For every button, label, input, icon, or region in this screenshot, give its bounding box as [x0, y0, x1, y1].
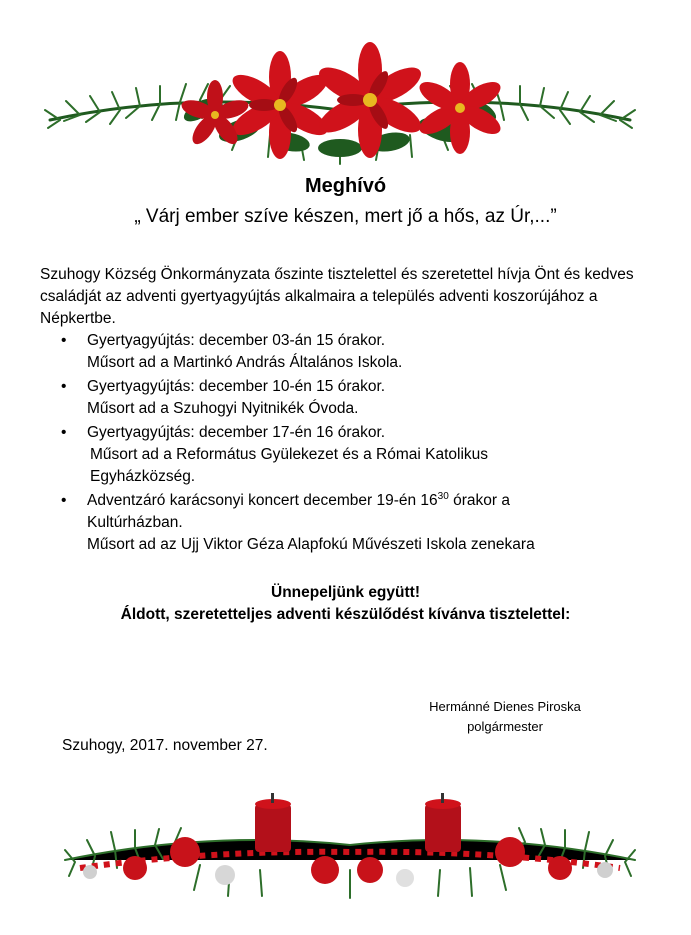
event-line: Egyházközség. [90, 468, 196, 485]
bullet-icon: • [61, 424, 67, 441]
event-text: órakor a [448, 492, 510, 509]
signer-name: Hermánné Dienes Piroska [429, 699, 581, 714]
event-line: Műsort ad az Ujj Viktor Géza Alapfokú Művészeti Iskola zenekara [87, 536, 535, 553]
event-text: Adventzáró karácsonyi koncert december 19-én 16 [87, 492, 438, 509]
quote-subtitle: „ Várj ember szíve készen, mert jő a hős, az Úr,...” [134, 206, 557, 227]
event-line [87, 490, 650, 512]
poinsettia-garland-icon [40, 20, 640, 170]
page-title: Meghívó [304, 175, 387, 197]
event-list [40, 330, 650, 558]
event-line: Műsort ad a Martinkó András Általános Iskola. [87, 354, 403, 371]
event-line: Gyertyagyújtás: december 10-én 15 órakor. [87, 378, 386, 395]
event-line: Gyertyagyújtás: december 03-án 15 órakor. [87, 332, 386, 349]
signer-title: polgármester [467, 719, 543, 734]
candle-garland-icon [60, 790, 640, 905]
closing-block [0, 582, 691, 626]
bullet-icon: • [61, 378, 67, 395]
bullet-icon: • [61, 332, 67, 349]
event-item-2 [40, 376, 650, 420]
event-line: Kultúrházban. [87, 514, 183, 531]
event-item-4 [40, 490, 650, 556]
event-item-3 [40, 422, 650, 488]
event-line: Műsort ad a Református Gyülekezet és a Római Katolikus [90, 446, 489, 463]
event-line: Gyertyagyújtás: december 17-én 16 órakor. [87, 424, 386, 441]
closing-line-2: Áldott, szeretetteljes adventi készülődést kívánva tisztelettel: [120, 606, 571, 623]
event-item-1 [40, 330, 650, 374]
event-line: Műsort ad a Szuhogyi Nyitnikék Óvoda. [87, 400, 359, 417]
place-date: Szuhogy, 2017. november 27. [62, 737, 268, 754]
time-superscript: 30 [437, 490, 449, 502]
signature-block [400, 697, 610, 737]
closing-line-1: Ünnepeljünk együtt! [271, 584, 420, 601]
bullet-icon: • [61, 492, 67, 509]
intro-paragraph: Szuhogy Község Önkormányzata őszinte tisztelettel és szeretettel hívja Önt és kedves családját az adventi gyertyagyújtás alkalmaira a település adventi koszorújához a Népkertbe. [40, 266, 634, 327]
